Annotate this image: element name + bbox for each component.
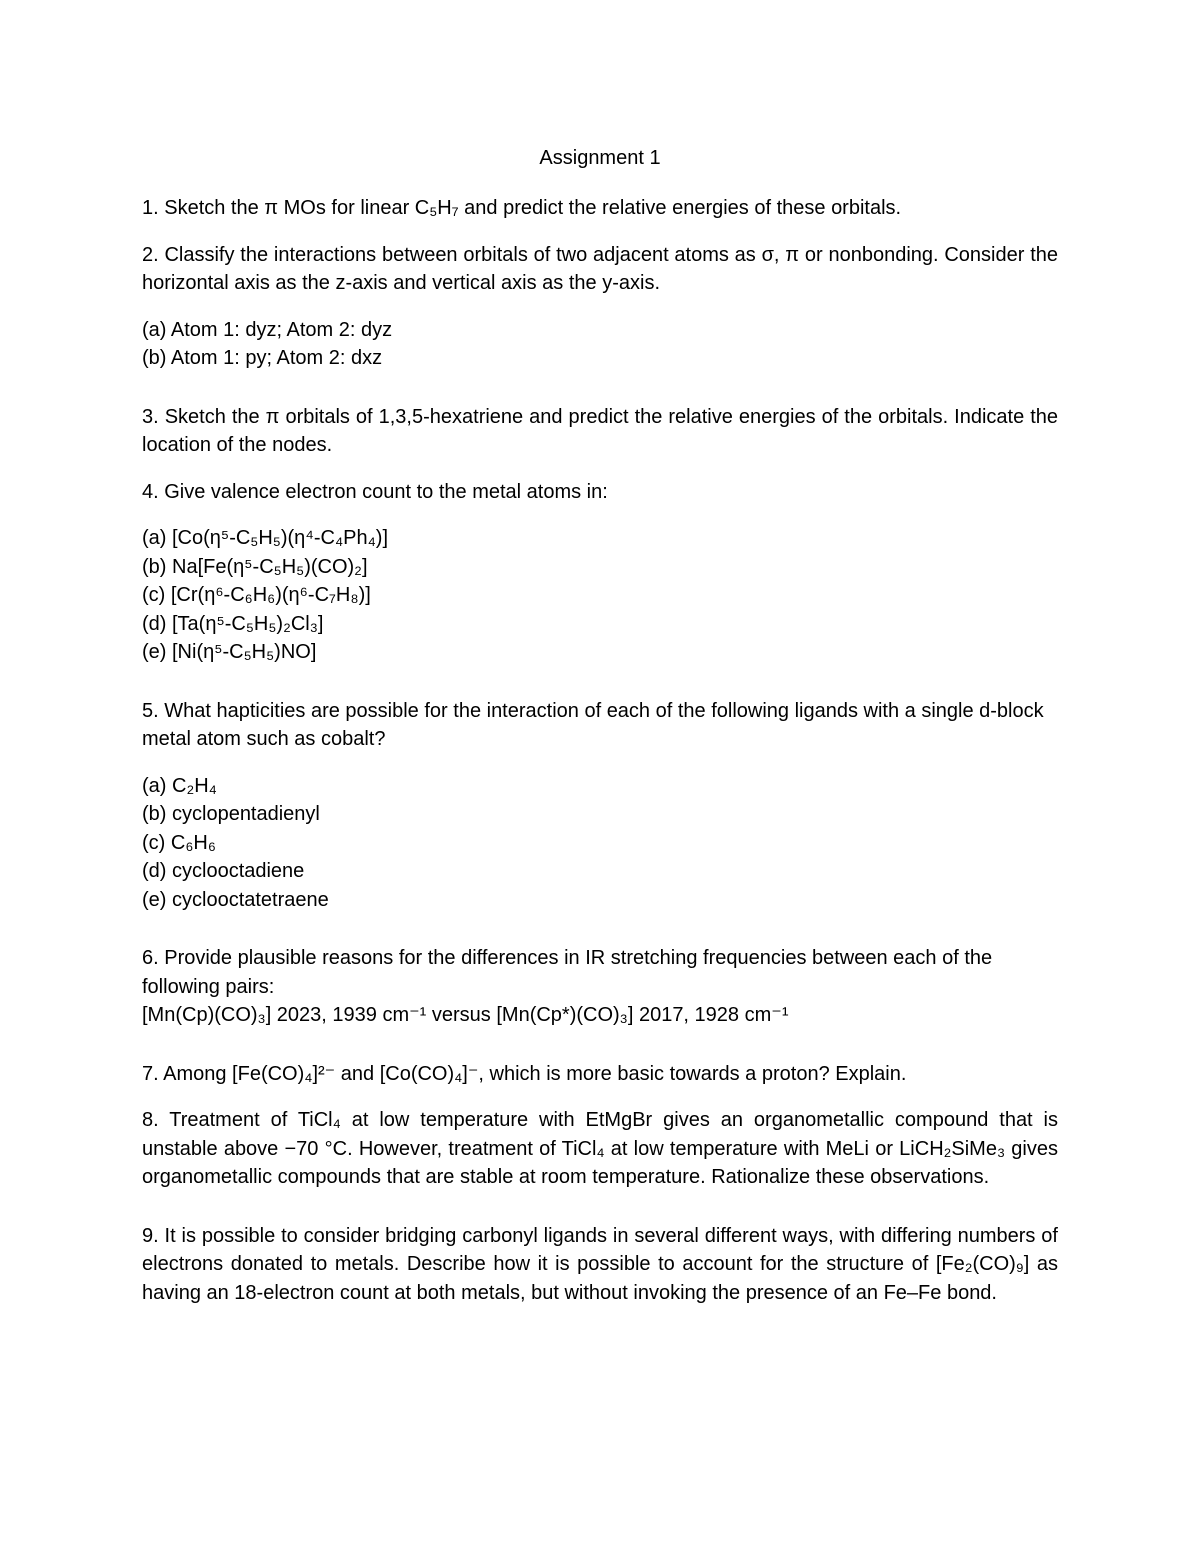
list-item: (b) Na[Fe(η⁵-C₅H₅)(CO)₂] xyxy=(142,555,368,578)
question-6-pair: [Mn(Cp)(CO)₃] 2023, 1939 cm⁻¹ versus [Mn(Cp*)(CO)₃] 2017, 1928 cm⁻¹ xyxy=(142,1004,789,1026)
list-item: (d) cyclooctadiene xyxy=(142,860,305,882)
question-5: 5. What hapticities are possible for the interaction of each of the following ligands with a single d-block metal atom such as cobalt? xyxy=(142,699,1044,750)
list-item: (a) C₂H₄ xyxy=(142,774,217,797)
list-item: (e) cyclooctatetraene xyxy=(142,888,329,911)
list-item: (d) [Ta(η⁵-C₅H₅)₂Cl₃] xyxy=(142,612,324,635)
page-title: Assignment 1 xyxy=(539,147,661,169)
question-4: 4. Give valence electron count to the metal atoms in: xyxy=(142,480,608,503)
question-4-items xyxy=(142,524,1058,667)
list-item: (b) Atom 1: py; Atom 2: dxz xyxy=(142,347,383,369)
list-item: (a) [Co(η⁵-C₅H₅)(η⁴-C₄Ph₄)] xyxy=(142,527,389,549)
question-2: 2. Classify the interactions between orbitals of two adjacent atoms as σ, π or nonbonding. Consider the horizontal axis as the z-axis and vertical axis as the y-axis. xyxy=(142,243,1058,294)
list-item: (e) [Ni(η⁵-C₅H₅)NO] xyxy=(142,641,317,663)
list-item: (c) [Cr(η⁶-C₆H₆)(η⁶-C₇H₈)] xyxy=(142,584,371,606)
question-6: 6. Provide plausible reasons for the differences in IR stretching frequencies between each of the following pairs: xyxy=(142,947,993,998)
list-item: (c) C₆H₆ xyxy=(142,831,216,854)
question-7: 7. Among [Fe(CO)₄]²⁻ and [Co(CO)₄]⁻, which is more basic towards a proton? Explain. xyxy=(142,1062,907,1085)
list-item: (a) Atom 1: dyz; Atom 2: dyz xyxy=(142,318,393,341)
list-item: (b) cyclopentadienyl xyxy=(142,803,320,825)
document-body xyxy=(142,194,1058,1325)
question-2-items xyxy=(142,316,1058,373)
question-1: 1. Sketch the π MOs for linear C₅H₇ and predict the relative energies of these orbitals. xyxy=(142,197,902,219)
question-8: 8. Treatment of TiCl₄ at low temperature with EtMgBr gives an organometallic compound that is unstable above −70 °C. However, treatment of TiCl₄ at low temperature with MeLi or LiCH₂SiMe₃ gives organometallic compounds that are stable at room temperature. Rationalize these observations. xyxy=(142,1109,1058,1188)
question-9: 9. It is possible to consider bridging carbonyl ligands in several different ways, with differing numbers of electrons donated to metals. Describe how it is possible to account for the structure of [Fe₂(CO)₉] as having an 18-electron count at both metals, but without invoking the presence of an Fe–Fe bond. xyxy=(142,1224,1058,1304)
question-5-items xyxy=(142,772,1058,915)
question-3: 3. Sketch the π orbitals of 1,3,5-hexatriene and predict the relative energies of the orbitals. Indicate the location of the nodes. xyxy=(142,405,1058,456)
